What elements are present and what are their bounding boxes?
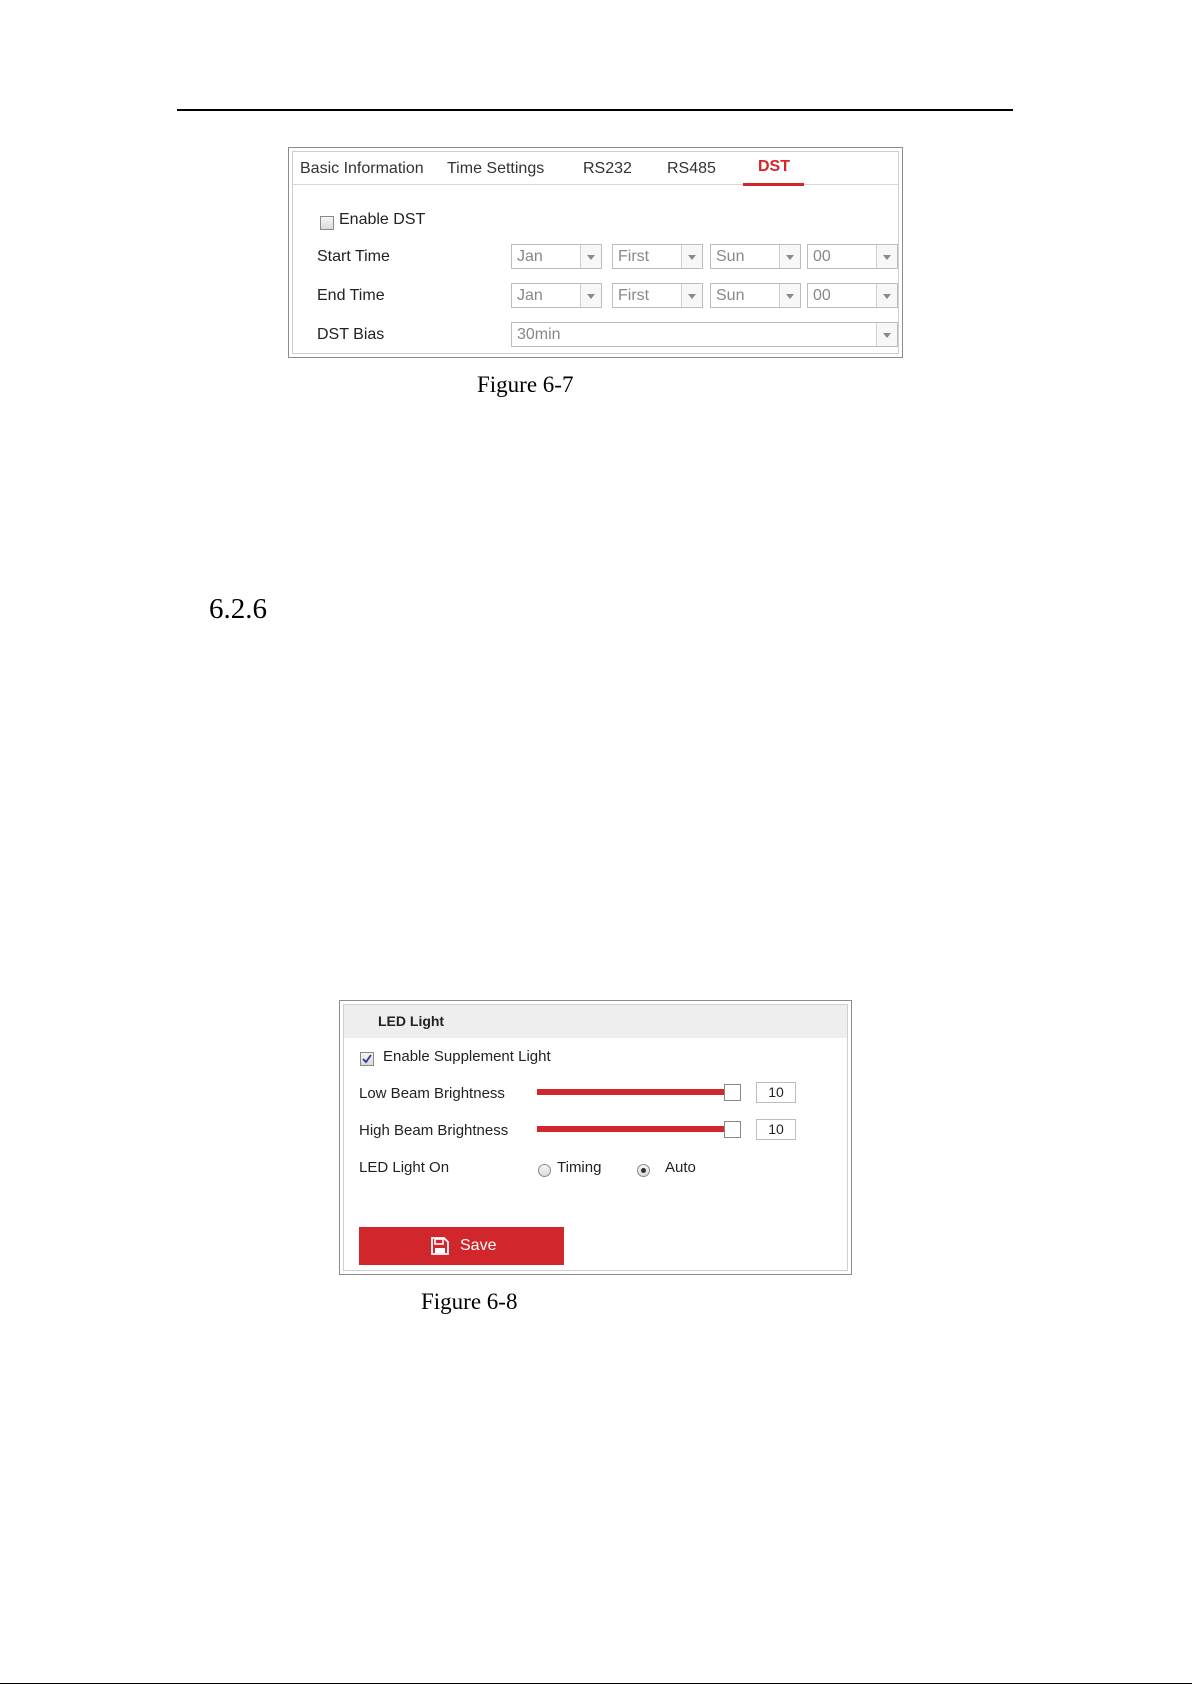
figure-caption-6-7: Figure 6-7	[477, 372, 574, 397]
end-month-select[interactable]	[511, 283, 602, 308]
chevron-down-icon	[681, 284, 702, 307]
chevron-down-icon	[580, 245, 601, 268]
enable-supplement-light-label: Enable Supplement Light	[383, 1048, 551, 1065]
dst-bias-select[interactable]	[511, 322, 898, 347]
start-day-select[interactable]	[710, 244, 801, 269]
tab-dst[interactable]: DST	[758, 158, 790, 175]
auto-radio[interactable]	[637, 1164, 650, 1177]
auto-radio-label: Auto	[665, 1159, 696, 1176]
chevron-down-icon	[681, 245, 702, 268]
led-panel-header	[344, 1005, 847, 1038]
chevron-down-icon	[580, 284, 601, 307]
active-tab-indicator	[743, 183, 804, 186]
high-beam-slider-track[interactable]	[537, 1126, 725, 1132]
end-hour-select[interactable]	[807, 283, 898, 308]
figure-caption-6-8: Figure 6-8	[421, 1289, 518, 1314]
low-beam-slider-thumb[interactable]	[724, 1084, 741, 1101]
start-month-value: Jan	[517, 248, 543, 265]
end-day-value: Sun	[716, 287, 745, 304]
start-hour-value: 00	[813, 248, 831, 265]
chevron-down-icon	[779, 284, 800, 307]
settings-tab-bar	[293, 152, 898, 185]
dst-settings-panel	[288, 147, 903, 358]
start-day-value: Sun	[716, 248, 745, 265]
chevron-down-icon	[876, 323, 897, 346]
led-panel-title: LED Light	[378, 1013, 445, 1029]
start-week-value: First	[618, 248, 650, 265]
low-beam-value-input[interactable]	[756, 1082, 796, 1103]
tab-basic-information[interactable]: Basic Information	[300, 160, 424, 177]
high-beam-slider-thumb[interactable]	[724, 1121, 741, 1138]
enable-supplement-light-checkbox[interactable]	[360, 1052, 374, 1066]
start-time-label: Start Time	[317, 248, 390, 265]
floppy-disk-icon	[431, 1237, 449, 1255]
led-panel-inner	[343, 1004, 848, 1271]
chevron-down-icon	[876, 245, 897, 268]
dst-bias-value: 30min	[517, 326, 561, 343]
dst-bias-label: DST Bias	[317, 326, 385, 343]
end-month-value: Jan	[517, 287, 543, 304]
timing-radio[interactable]	[538, 1164, 551, 1177]
start-week-select[interactable]	[612, 244, 703, 269]
save-button-label: Save	[460, 1237, 497, 1254]
timing-radio-label: Timing	[557, 1159, 602, 1176]
tab-rs485[interactable]: RS485	[667, 160, 716, 177]
end-week-value: First	[618, 287, 650, 304]
end-time-label: End Time	[317, 287, 385, 304]
footer-rule	[0, 1683, 1192, 1684]
checkmark-icon	[361, 1053, 373, 1065]
header-rule	[177, 109, 1013, 111]
led-light-on-label: LED Light On	[359, 1159, 450, 1176]
end-hour-value: 00	[813, 287, 831, 304]
save-button[interactable]	[359, 1227, 564, 1265]
high-beam-value-input[interactable]	[756, 1119, 796, 1140]
chevron-down-icon	[876, 284, 897, 307]
start-hour-select[interactable]	[807, 244, 898, 269]
high-beam-value: 10	[768, 1121, 784, 1137]
tab-time-settings[interactable]: Time Settings	[447, 160, 545, 177]
led-light-panel	[339, 1000, 852, 1275]
tab-rs232[interactable]: RS232	[583, 160, 632, 177]
section-number: 6.2.6	[209, 593, 267, 625]
low-beam-value: 10	[768, 1084, 784, 1100]
end-week-select[interactable]	[612, 283, 703, 308]
low-beam-label: Low Beam Brightness	[359, 1085, 505, 1102]
low-beam-slider-track[interactable]	[537, 1089, 725, 1095]
enable-dst-label: Enable DST	[339, 211, 426, 228]
enable-dst-checkbox[interactable]	[320, 216, 334, 230]
chevron-down-icon	[779, 245, 800, 268]
start-month-select[interactable]	[511, 244, 602, 269]
dst-panel-inner	[292, 151, 899, 354]
high-beam-label: High Beam Brightness	[359, 1122, 509, 1139]
end-day-select[interactable]	[710, 283, 801, 308]
